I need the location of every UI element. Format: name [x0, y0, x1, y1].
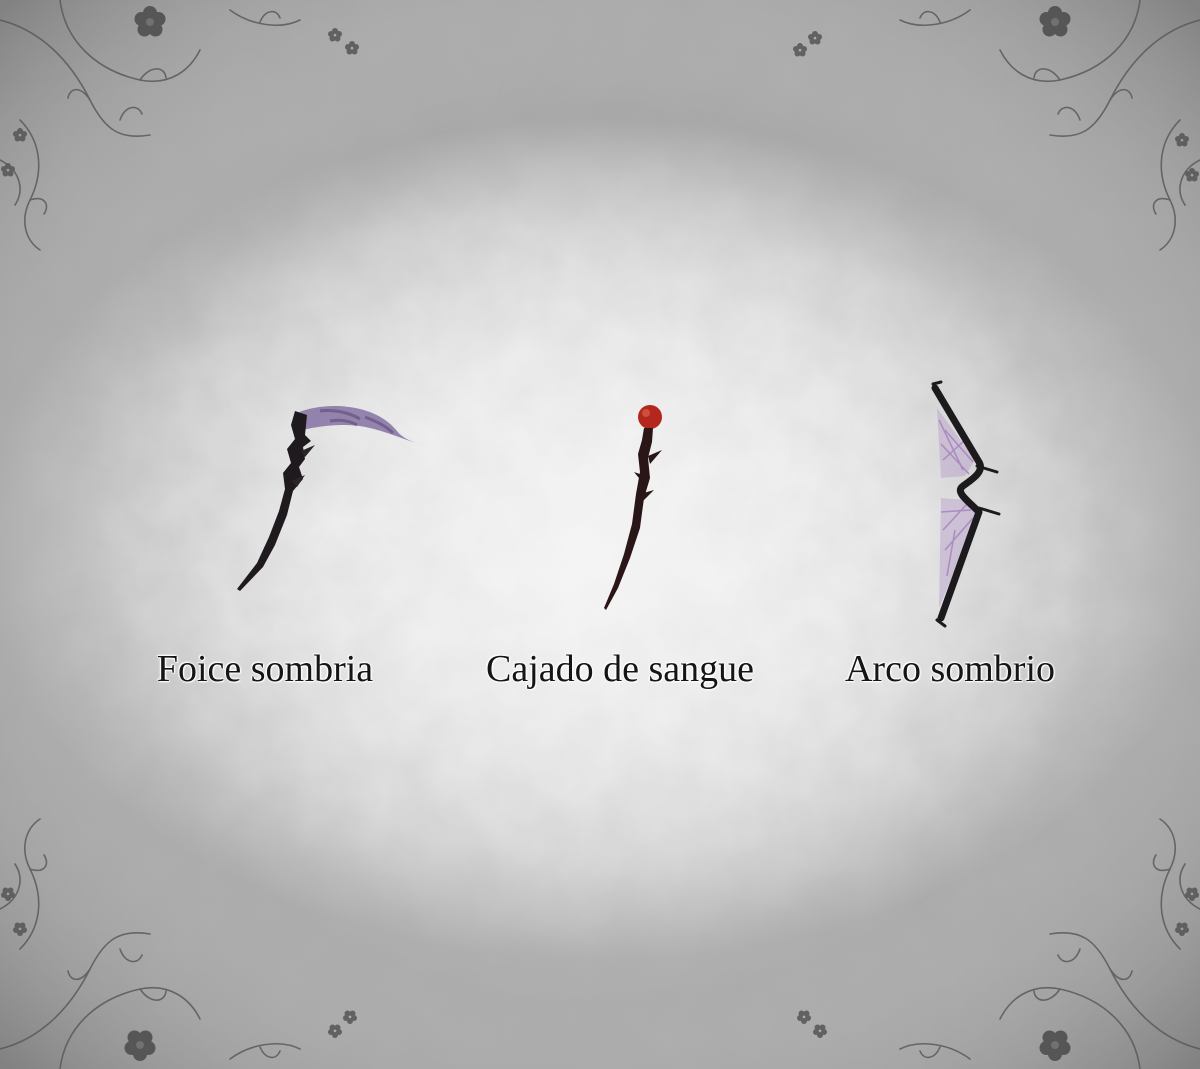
weapon-label-staff: Cajado de sangue [485, 648, 755, 690]
blood-staff-icon[interactable] [590, 398, 680, 613]
weapon-label-scythe: Foice sombria [156, 648, 374, 690]
shadow-bow-icon[interactable] [915, 380, 1015, 635]
scythe-blade [297, 406, 423, 445]
scythe-handle [237, 411, 311, 591]
weapon-label-bow: Arco sombrio [844, 648, 1056, 690]
staff-shaft [604, 428, 653, 610]
staff-orb [638, 405, 662, 429]
scythe-icon[interactable] [225, 395, 435, 600]
